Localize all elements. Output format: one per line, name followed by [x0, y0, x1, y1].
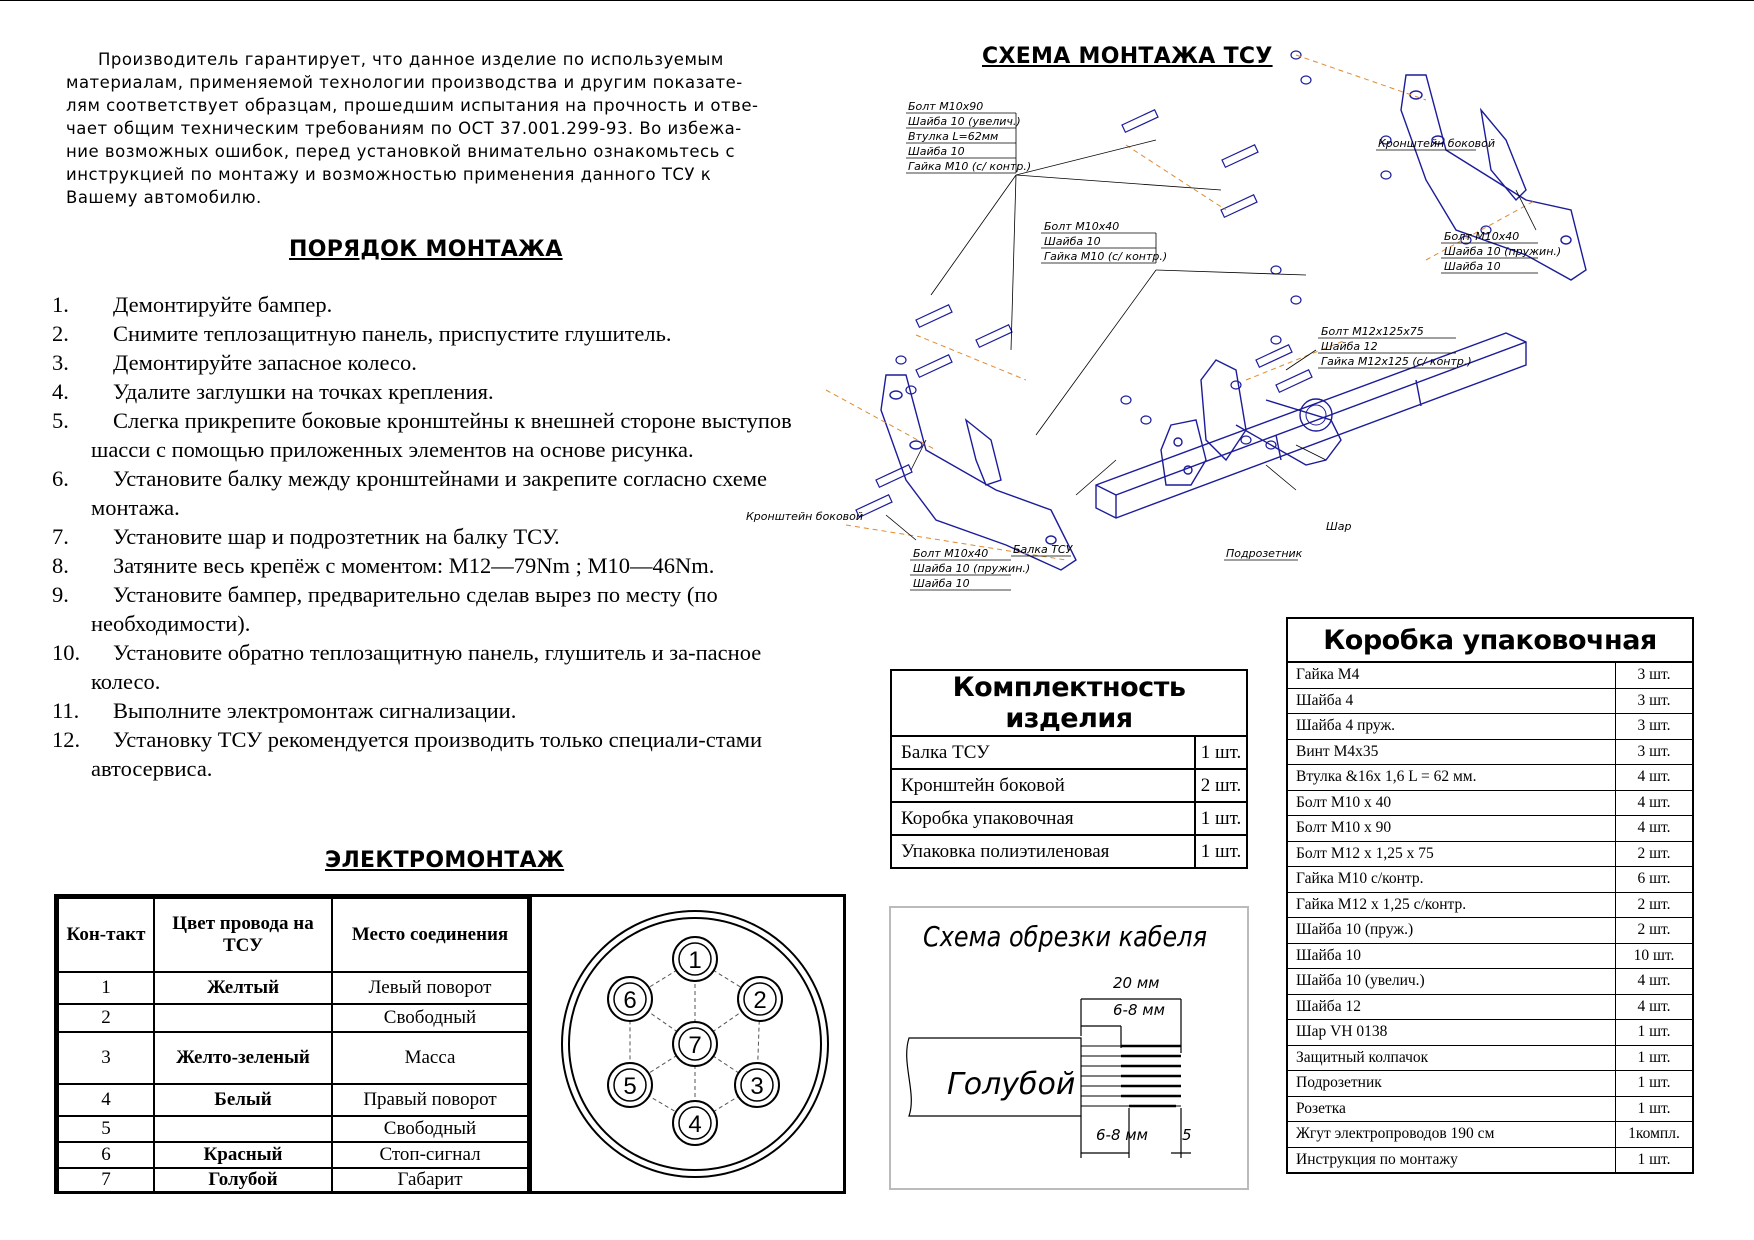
callout-label: Болт М10х40	[1444, 230, 1520, 243]
cell-color: Красный	[154, 1142, 332, 1168]
intro-line: инструкцией по монтажу и возможностью применения данного ТСУ к	[66, 165, 712, 184]
step-text: Демонтируйте бампер.	[113, 292, 333, 317]
step-item	[52, 580, 812, 638]
callout-label: Шайба 12	[1321, 340, 1378, 353]
box-item-name: Шайба 10	[1287, 943, 1616, 969]
dim-6-8mm-bottom: 6-8 мм	[1096, 1126, 1148, 1144]
kit-item-qty: 1 шт.	[1195, 802, 1247, 835]
step-number: 2.	[52, 321, 69, 346]
box-title: Коробка упаковочная	[1287, 618, 1693, 662]
box-item-name: Втулка &16х 1,6 L = 62 мм.	[1287, 765, 1616, 791]
cell-contact: 1	[58, 972, 154, 1004]
kit-title: Комплектность изделия	[891, 670, 1247, 736]
label-beam: Балка ТСУ	[1013, 543, 1073, 556]
kit-item-name: Балка ТСУ	[891, 736, 1195, 769]
box-item-qty: 2 шт.	[1616, 918, 1694, 944]
pin-label: 1	[688, 947, 702, 974]
cell-place: Свободный	[332, 1116, 528, 1142]
label-group-right	[1441, 230, 1561, 273]
pin-label: 6	[623, 987, 637, 1014]
intro-line: ние возможных ошибок, перед установкой внимательно ознакомьтесь с	[66, 142, 736, 161]
box-item-qty: 2 шт.	[1616, 841, 1694, 867]
table-row	[1287, 892, 1693, 918]
table-row	[891, 736, 1247, 769]
cell-contact: 4	[58, 1084, 154, 1116]
step-number: 8.	[52, 553, 69, 578]
step-number: 12.	[52, 727, 81, 752]
box-item-qty: 4 шт.	[1616, 994, 1694, 1020]
table-row	[1287, 867, 1693, 893]
box-item-name: Болт М10 х 90	[1287, 816, 1616, 842]
box-item-qty: 4 шт.	[1616, 969, 1694, 995]
step-text: Установите балку между кронштейнами и закрепите согласно схеме монтажа.	[91, 466, 768, 520]
step-item	[52, 638, 812, 696]
label-left-bracket: Кронштейн боковой	[746, 510, 864, 523]
callout-label: Гайка М10 (с/ контр.)	[1044, 250, 1168, 263]
warranty-paragraph	[66, 48, 801, 209]
step-item	[52, 464, 812, 522]
cell-place: Свободный	[332, 1004, 528, 1032]
box-item-qty: 1 шт.	[1616, 1045, 1694, 1071]
label-group-top	[906, 100, 1031, 173]
step-item	[52, 406, 812, 464]
callout-label: Шайба 10	[1044, 235, 1101, 248]
table-row	[1287, 816, 1693, 842]
table-row	[1287, 1147, 1693, 1173]
cell-place: Габарит	[332, 1168, 528, 1192]
pin-5	[608, 1063, 652, 1107]
step-number: 9.	[52, 582, 69, 607]
table-row	[58, 1116, 528, 1142]
table-row	[1287, 739, 1693, 765]
table-row	[58, 1032, 528, 1084]
label-group-mid	[1041, 220, 1167, 263]
pin-7	[673, 1022, 717, 1066]
callout-label: Шайба 10 (увелич.)	[908, 115, 1021, 128]
cell-color: Белый	[154, 1084, 332, 1116]
dim-5mm: 5	[1182, 1126, 1192, 1144]
cell-contact: 2	[58, 1004, 154, 1032]
scheme-heading: СХЕМА МОНТАЖА ТСУ	[982, 44, 1273, 69]
callout-label: Гайка М12х125 (с/ контр.)	[1321, 355, 1472, 368]
cell-place: Стоп-сигнал	[332, 1142, 528, 1168]
step-text: Установите шар и подрозтетник на балку ТСУ.	[113, 524, 560, 549]
callout-label: Болт М10х40	[913, 547, 989, 560]
table-row	[891, 835, 1247, 868]
pin-1	[673, 937, 717, 981]
callout-label: Шайба 10	[913, 577, 970, 590]
step-number: 10.	[52, 640, 81, 665]
kit-item-name: Коробка упаковочная	[891, 802, 1195, 835]
table-row	[58, 1142, 528, 1168]
table-row	[58, 972, 528, 1004]
box-item-name: Розетка	[1287, 1096, 1616, 1122]
step-number: 11.	[52, 698, 80, 723]
table-row	[1287, 688, 1693, 714]
callout-label: Болт М12х125х75	[1321, 325, 1424, 338]
cell-color: Голубой	[154, 1168, 332, 1192]
packing-box-table	[1286, 617, 1694, 1174]
table-row	[1287, 790, 1693, 816]
step-item	[52, 377, 812, 406]
box-item-qty: 4 шт.	[1616, 790, 1694, 816]
table-row	[891, 769, 1247, 802]
wire-label-blue: Голубой	[947, 1067, 1076, 1102]
box-item-name: Подрозетник	[1287, 1071, 1616, 1097]
step-text: Установку ТСУ рекомендуется производить только специали-стами автосервиса.	[91, 727, 763, 781]
pin-2	[738, 977, 782, 1021]
kit-item-qty: 1 шт.	[1195, 736, 1247, 769]
callout-label: Болт М10х90	[908, 100, 984, 113]
cable-trim-diagram	[889, 906, 1249, 1190]
table-row	[1287, 918, 1693, 944]
callout-label: Шайба 10 (пружин.)	[1444, 245, 1562, 258]
step-text: Затяните весь крепёж с моментом: М12—79Nm ; М10—46Nm.	[113, 553, 715, 578]
intro-line: лям соответствует образцам, прошедшим испытания на прочность и отве-	[66, 96, 759, 115]
pin-label: 4	[688, 1111, 702, 1138]
pin-label: 3	[750, 1073, 764, 1100]
electro-heading: ЭЛЕКТРОМОНТАЖ	[325, 848, 565, 873]
box-item-name: Шайба 4 пруж.	[1287, 714, 1616, 740]
kit-item-qty: 1 шт.	[1195, 835, 1247, 868]
pin-label: 5	[623, 1073, 637, 1100]
label-socket: Подрозетник	[1226, 547, 1303, 560]
table-row	[1287, 662, 1693, 688]
box-item-name: Болт М12 х 1,25 х 75	[1287, 841, 1616, 867]
intro-line: Производитель гарантирует, что данное изделие по используемым	[98, 50, 724, 69]
top-border-line	[0, 0, 1754, 1]
cable-trim-drawing	[891, 908, 1247, 1188]
cell-color	[154, 1004, 332, 1032]
intro-line: материалам, применяемой технологии производства и другим показате-	[66, 73, 743, 92]
table-row	[58, 1168, 528, 1192]
intro-line: чает общим техническим требованиям по ОСТ 37.001.299-93. Во избежа-	[66, 119, 742, 138]
box-item-name: Болт М10 х 40	[1287, 790, 1616, 816]
table-row	[1287, 969, 1693, 995]
table-row	[1287, 994, 1693, 1020]
cell-contact: 7	[58, 1168, 154, 1192]
step-text: Снимите теплозащитную панель, приспустите глушитель.	[113, 321, 672, 346]
box-item-qty: 3 шт.	[1616, 714, 1694, 740]
cell-contact: 3	[58, 1032, 154, 1084]
step-number: 7.	[52, 524, 69, 549]
cell-color: Желто-зеленый	[154, 1032, 332, 1084]
step-text: Установите обратно теплозащитную панель, глушитель и за-пасное колесо.	[91, 640, 762, 694]
kit-item-name: Упаковка полиэтиленовая	[891, 835, 1195, 868]
table-row	[1287, 765, 1693, 791]
label-ball: Шар	[1326, 520, 1352, 533]
table-row	[1287, 841, 1693, 867]
table-row	[1287, 1096, 1693, 1122]
step-item	[52, 696, 812, 725]
box-item-name: Гайка М4	[1287, 662, 1616, 688]
step-item	[52, 725, 812, 783]
box-item-name: Гайка М12 х 1,25 с/контр.	[1287, 892, 1616, 918]
box-item-name: Шайба 10 (пруж.)	[1287, 918, 1616, 944]
box-item-name: Винт М4х35	[1287, 739, 1616, 765]
cell-contact: 5	[58, 1116, 154, 1142]
table-row	[1287, 1020, 1693, 1046]
callout-label: Шайба 10 (пружин.)	[913, 562, 1031, 575]
box-item-qty: 2 шт.	[1616, 892, 1694, 918]
step-text: Выполните электромонтаж сигнализации.	[113, 698, 517, 723]
table-row	[1287, 1071, 1693, 1097]
pin-3	[735, 1063, 779, 1107]
cell-contact: 6	[58, 1142, 154, 1168]
order-heading: ПОРЯДОК МОНТАЖА	[289, 237, 563, 262]
step-number: 1.	[52, 292, 69, 317]
box-item-qty: 3 шт.	[1616, 739, 1694, 765]
table-row	[58, 1004, 528, 1032]
step-item	[52, 348, 812, 377]
box-item-qty: 1 шт.	[1616, 1020, 1694, 1046]
step-item	[52, 551, 812, 580]
step-text: Установите бампер, предварительно сделав вырез по месту (по необходимости).	[91, 582, 718, 636]
table-row	[891, 802, 1247, 835]
box-item-name: Защитный колпачок	[1287, 1045, 1616, 1071]
callout-label: Гайка М10 (с/ контр.)	[908, 160, 1032, 173]
kit-item-name: Кронштейн боковой	[891, 769, 1195, 802]
box-item-qty: 1компл.	[1616, 1122, 1694, 1148]
kit-table	[890, 669, 1248, 869]
callout-label: Втулка L=62мм	[908, 130, 999, 143]
callout-label: Шайба 10	[908, 145, 965, 158]
box-item-qty: 3 шт.	[1616, 688, 1694, 714]
box-item-qty: 4 шт.	[1616, 765, 1694, 791]
table-row	[1287, 714, 1693, 740]
cell-color	[154, 1116, 332, 1142]
table-row	[1287, 1122, 1693, 1148]
box-item-name: Гайка М10 с/контр.	[1287, 867, 1616, 893]
dim-20mm: 20 мм	[1113, 974, 1160, 992]
box-item-name: Шар VH 0138	[1287, 1020, 1616, 1046]
box-item-qty: 1 шт.	[1616, 1071, 1694, 1097]
col-header-contact: Кон-такт	[58, 898, 154, 972]
box-item-qty: 1 шт.	[1616, 1147, 1694, 1173]
step-item	[52, 319, 812, 348]
step-number: 6.	[52, 466, 69, 491]
box-item-name: Шайба 12	[1287, 994, 1616, 1020]
box-item-qty: 3 шт.	[1616, 662, 1694, 688]
pin-6	[608, 977, 652, 1021]
box-item-qty: 10 шт.	[1616, 943, 1694, 969]
step-text: Демонтируйте запасное колесо.	[113, 350, 417, 375]
kit-item-qty: 2 шт.	[1195, 769, 1247, 802]
cell-place: Левый поворот	[332, 972, 528, 1004]
col-header-place: Место соединения	[332, 898, 528, 972]
table-row	[1287, 1045, 1693, 1071]
installation-steps	[52, 290, 812, 783]
callout-label: Болт М10х40	[1044, 220, 1120, 233]
pin-label: 2	[753, 987, 767, 1014]
box-item-qty: 4 шт.	[1616, 816, 1694, 842]
electro-block	[54, 894, 846, 1194]
step-number: 4.	[52, 379, 69, 404]
col-header-color: Цвет провода на ТСУ	[154, 898, 332, 972]
box-item-qty: 1 шт.	[1616, 1096, 1694, 1122]
step-text: Слегка прикрепите боковые кронштейны к внешней стороне выступов шасси с помощью приложенных элементов на основе рисунка.	[91, 408, 792, 462]
dim-6-8mm-top: 6-8 мм	[1113, 1001, 1165, 1019]
cable-diagram-title: Схема обрезки кабеля	[923, 920, 1207, 953]
pin-4	[673, 1101, 717, 1145]
table-row	[1287, 943, 1693, 969]
label-group-ball	[1318, 325, 1472, 368]
wiring-table	[57, 897, 529, 1193]
cell-place: Масса	[332, 1032, 528, 1084]
step-item	[52, 522, 812, 551]
box-item-name: Шайба 4	[1287, 688, 1616, 714]
box-item-name: Шайба 10 (увелич.)	[1287, 969, 1616, 995]
step-item	[52, 290, 812, 319]
label-right-bracket: Кронштейн боковой	[1378, 137, 1496, 150]
cell-place: Правый поворот	[332, 1084, 528, 1116]
step-number: 3.	[52, 350, 69, 375]
cell-color: Желтый	[154, 972, 332, 1004]
callout-label: Шайба 10	[1444, 260, 1501, 273]
step-text: Удалите заглушки на точках крепления.	[113, 379, 494, 404]
pin-label: 7	[688, 1032, 702, 1059]
box-item-qty: 6 шт.	[1616, 867, 1694, 893]
intro-line: Вашему автомобилю.	[66, 188, 262, 207]
table-row	[58, 1084, 528, 1116]
box-item-name: Инструкция по монтажу	[1287, 1147, 1616, 1173]
mounting-diagram	[746, 40, 1750, 640]
socket-pin-diagram	[529, 897, 843, 1191]
step-number: 5.	[52, 408, 69, 433]
box-item-name: Жгут электропроводов 190 см	[1287, 1122, 1616, 1148]
